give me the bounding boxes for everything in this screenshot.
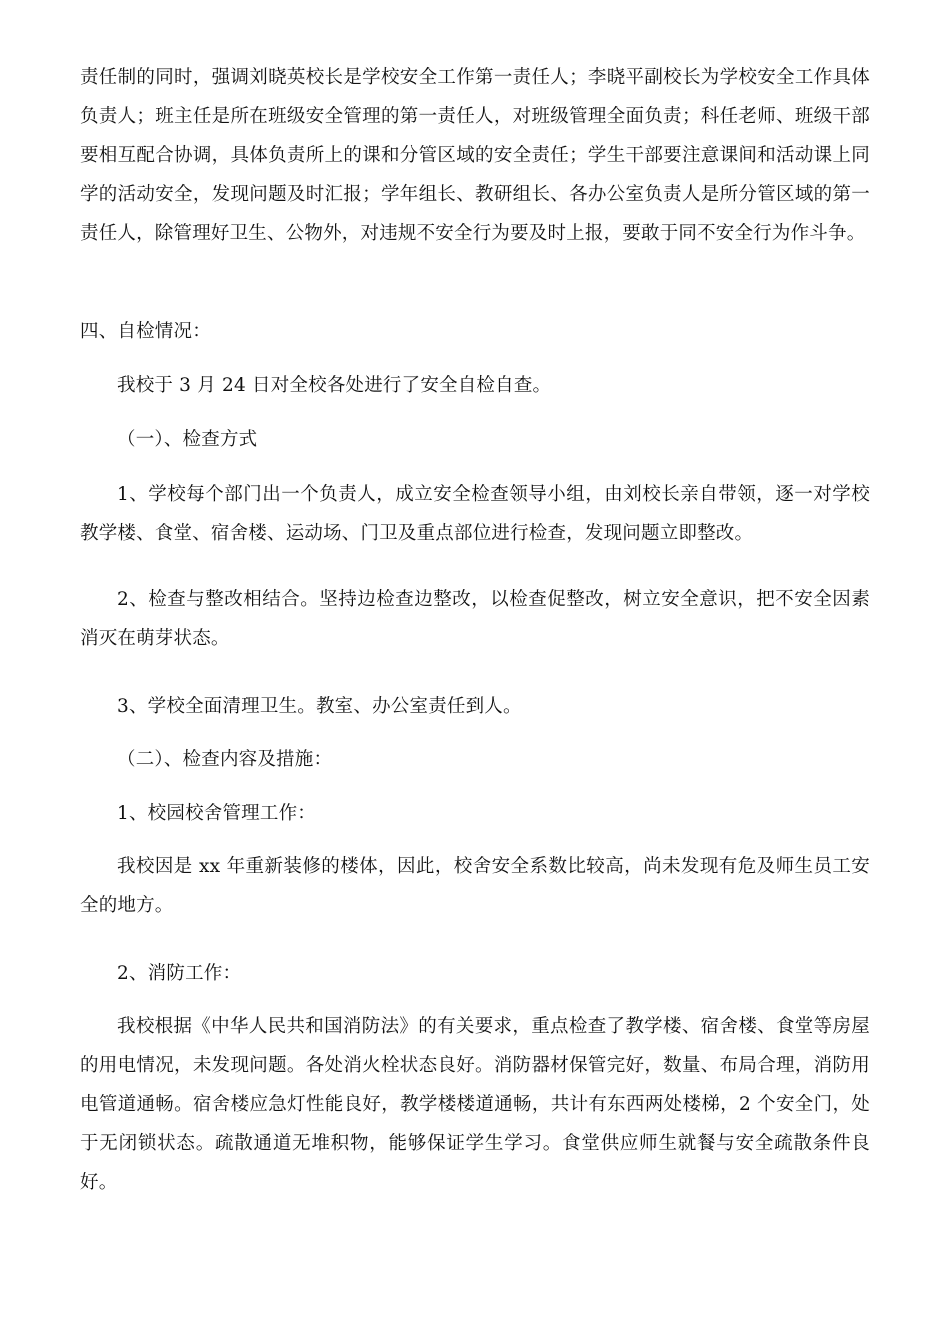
heading-fire-safety: 2、消防工作： <box>117 963 242 984</box>
heading-self-inspection: 四、自检情况： <box>80 321 211 342</box>
subheading-inspection-method: （一）、检查方式 <box>117 429 258 450</box>
paragraph-method-2: 2、检查与整改相结合。坚持边检查边整改，以检查促整改，树立安全意识，把不安全因素消灭在萌芽状态。 <box>80 589 870 649</box>
paragraph-responsibility: 责任制的同时，强调刘晓英校长是学校安全工作第一责任人；李晓平副校长为学校安全工作具体负责人；班主任是所在班级安全管理的第一责任人，对班级管理全面负责；科任老师、班级干部要相互配合协调，具体负责所上的课和分管区域的安全责任；学生干部要注意课间和活动课上同学的活动安全，发现问题及时汇报；学年组长、教研组长、各办公室负责人是所分管区域的第一责任人，除管理好卫生、公物外，对违规不安全行为要及时上报，要敢于同不安全行为作斗争。 <box>80 67 870 244</box>
subheading-content-measures: （二）、检查内容及措施： <box>117 749 333 770</box>
paragraph-inspection-date: 我校于 3 月 24 日对全校各处进行了安全自检自查。 <box>117 375 552 396</box>
paragraph-fire-safety: 我校根据《中华人民共和国消防法》的有关要求，重点检查了教学楼、宿舍楼、食堂等房屋的用电情况，未发现问题。各处消火栓状态良好。消防器材保管完好，数量、布局合理，消防用电管道通畅。宿舍楼应急灯性能良好，教学楼楼道通畅，共计有东西两处楼梯，2 个安全门，处于无闭锁状态。疏散通道无堆积物，能够保证学生学习。食堂供应师生就餐与安全疏散条件良好。 <box>80 1016 870 1193</box>
paragraph-campus-management: 我校因是 xx 年重新装修的楼体，因此，校舍安全系数比较高，尚未发现有危及师生员工安全的地方。 <box>80 856 870 916</box>
paragraph-method-3: 3、学校全面清理卫生。教室、办公室责任到人。 <box>117 696 522 717</box>
heading-campus-management: 1、校园校舍管理工作： <box>117 803 316 824</box>
paragraph-method-1: 1、学校每个部门出一个负责人，成立安全检查领导小组，由刘校长亲自带领，逐一对学校教学楼、食堂、宿舍楼、运动场、门卫及重点部位进行检查，发现问题立即整改。 <box>80 484 870 544</box>
